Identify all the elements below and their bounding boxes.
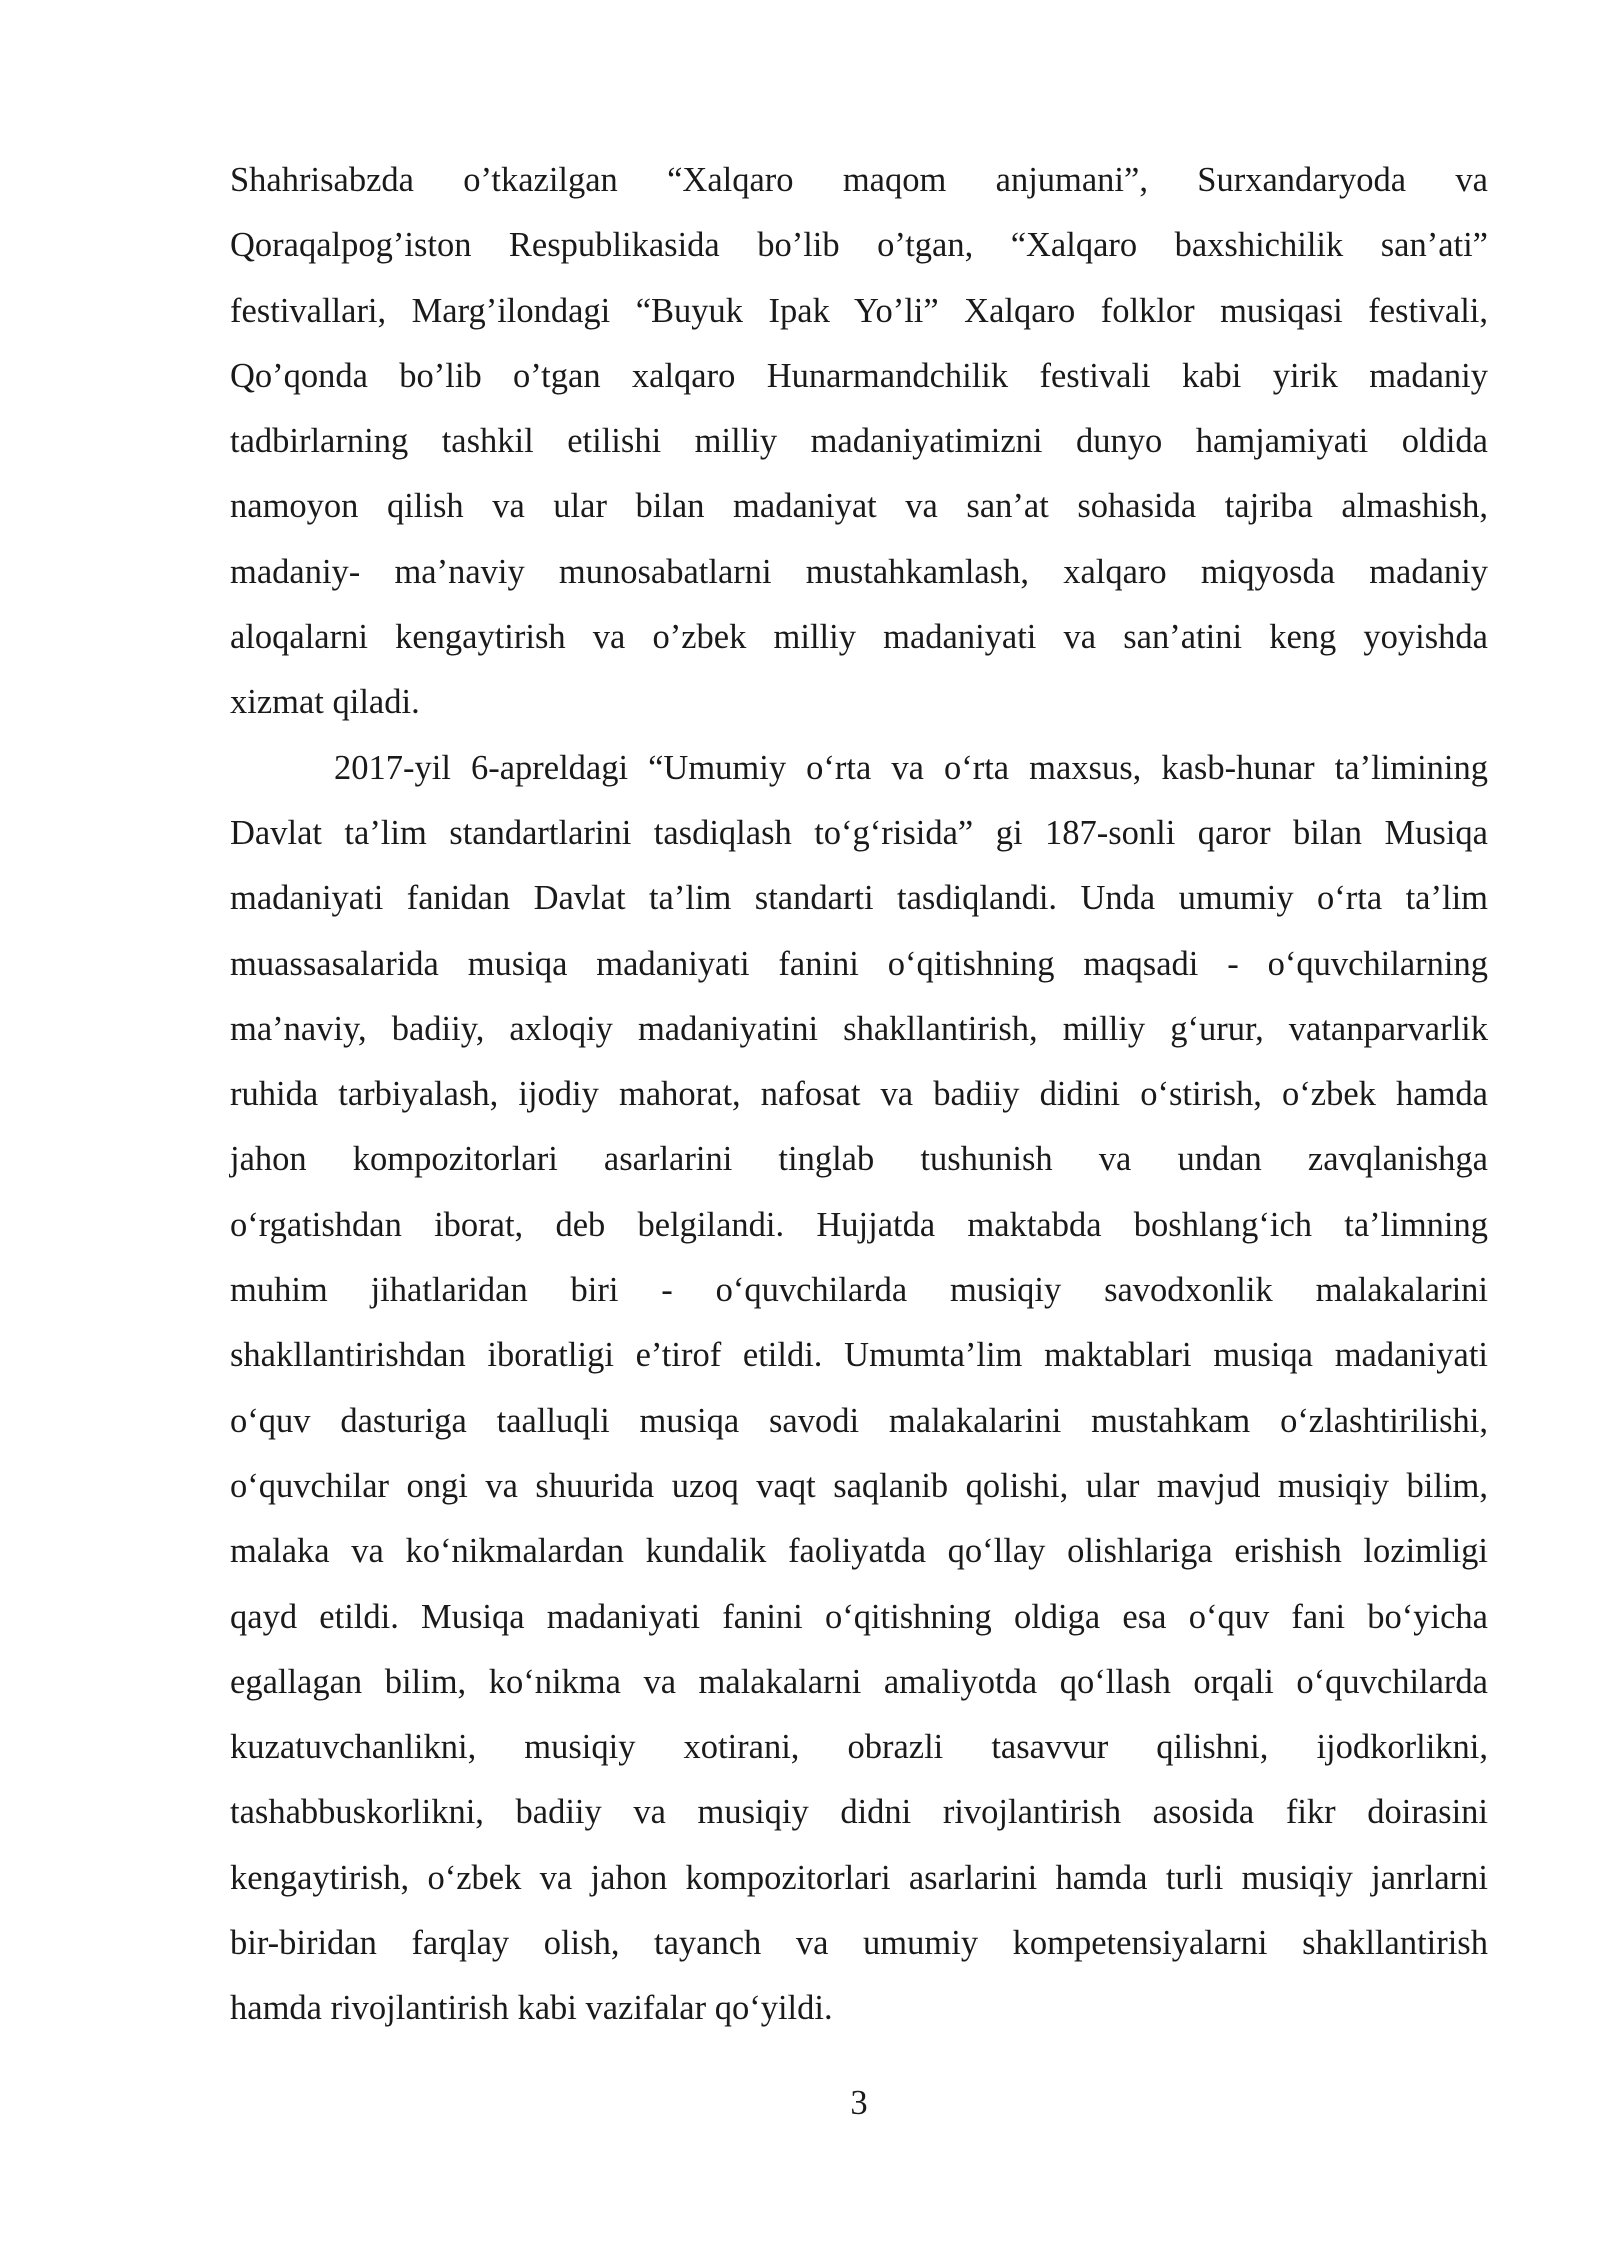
text-line: 2017-yil 6-apreldagi “Umumiy o‘rta va o‘rta maxsus, kasb-hunar ta’limining [334,748,1488,787]
body-text [230,148,1488,2042]
text-line: tadbirlarning tashkil etilishi milliy madaniyatimizni dunyo hamjamiyati oldida [230,422,1488,461]
text-line: o‘quvchilar ongi va shuurida uzoq vaqt saqlanib qolishi, ular mavjud musiqiy bilim, [230,1466,1488,1505]
text-line: kengaytirish, o‘zbek va jahon kompozitorlari asarlarini hamda turli musiqiy janrlarni [230,1858,1488,1897]
text-line: ma’naviy, badiiy, axloqiy madaniyatini shakllantirish, milliy g‘urur, vatanparvarlik [230,1009,1488,1048]
text-line: xizmat qiladi. [230,683,420,722]
text-line: bir-biridan farqlay olish, tayanch va umumiy kompetensiyalarni shakllantirish [230,1924,1488,1963]
text-line: namoyon qilish va ular bilan madaniyat va san’at sohasida tajriba almashish, [230,487,1488,526]
text-line: egallagan bilim, ko‘nikma va malakalarni amaliyotda qo‘llash orqali o‘quvchilarda [230,1662,1488,1701]
text-line: madaniy- ma’naviy munosabatlarni mustahkamlash, xalqaro miqyosda madaniy [230,552,1488,591]
text-line: muassasalarida musiqa madaniyati fanini o‘qitishning maqsadi - o‘quvchilarning [230,944,1488,983]
text-line: aloqalarni kengaytirish va o’zbek milliy madaniyati va san’atini keng yoyishda [230,618,1488,657]
text-line: o‘quv dasturiga taalluqli musiqa savodi malakalarini mustahkam o‘zlashtirilishi, [230,1401,1488,1440]
text-line: hamda rivojlantirish kabi vazifalar qo‘yildi. [230,1989,833,2028]
text-line: ruhida tarbiyalash, ijodiy mahorat, nafosat va badiiy didini o‘stirish, o‘zbek hamda [230,1075,1488,1114]
text-line: o‘rgatishdan iborat, deb belgilandi. Hujjatda maktabda boshlang‘ich ta’limning [230,1205,1488,1244]
text-line: Shahrisabzda o’tkazilgan “Xalqaro maqom anjumani”, Surxandaryoda va [230,161,1488,199]
paragraph-1 [230,148,1488,736]
text-line: malaka va ko‘nikmalardan kundalik faoliyatda qo‘llay olishlariga erishish lozimligi [230,1532,1488,1571]
text-line: Qoraqalpog’iston Respublikasida bo’lib o’tgan, “Xalqaro baxshichilik san’ati” [230,226,1488,265]
text-line: Davlat ta’lim standartlarini tasdiqlash to‘g‘risida” gi 187-sonli qaror bilan Musiqa [230,813,1488,852]
text-line: kuzatuvchanlikni, musiqiy xotirani, obrazli tasavvur qilishni, ijodkorlikni, [230,1728,1488,1767]
page-number: 3 [850,2084,868,2122]
text-line: festivallari, Marg’ilondagi “Buyuk Ipak Yo’li” Xalqaro folklor musiqasi festivali, [230,291,1488,330]
text-line: jahon kompozitorlari asarlarini tinglab tushunish va undan zavqlanishga [230,1140,1488,1179]
text-line: madaniyati fanidan Davlat ta’lim standarti tasdiqlandi. Unda umumiy o‘rta ta’lim [230,879,1488,918]
text-line: shakllantirishdan iboratligi e’tirof etildi. Umumta’lim maktablari musiqa madaniyati [230,1336,1488,1375]
text-line: Qo’qonda bo’lib o’tgan xalqaro Hunarmandchilik festivali kabi yirik madaniy [230,356,1488,395]
text-line: tashabbuskorlikni, badiiy va musiqiy didni rivojlantirish asosida fikr doirasini [230,1793,1488,1832]
text-line: muhim jihatlaridan biri - o‘quvchilarda musiqiy savodxonlik malakalarini [230,1271,1488,1310]
paragraph-2 [230,736,1488,2042]
text-line: qayd etildi. Musiqa madaniyati fanini o‘qitishning oldiga esa o‘quv fani bo‘yicha [230,1597,1488,1636]
